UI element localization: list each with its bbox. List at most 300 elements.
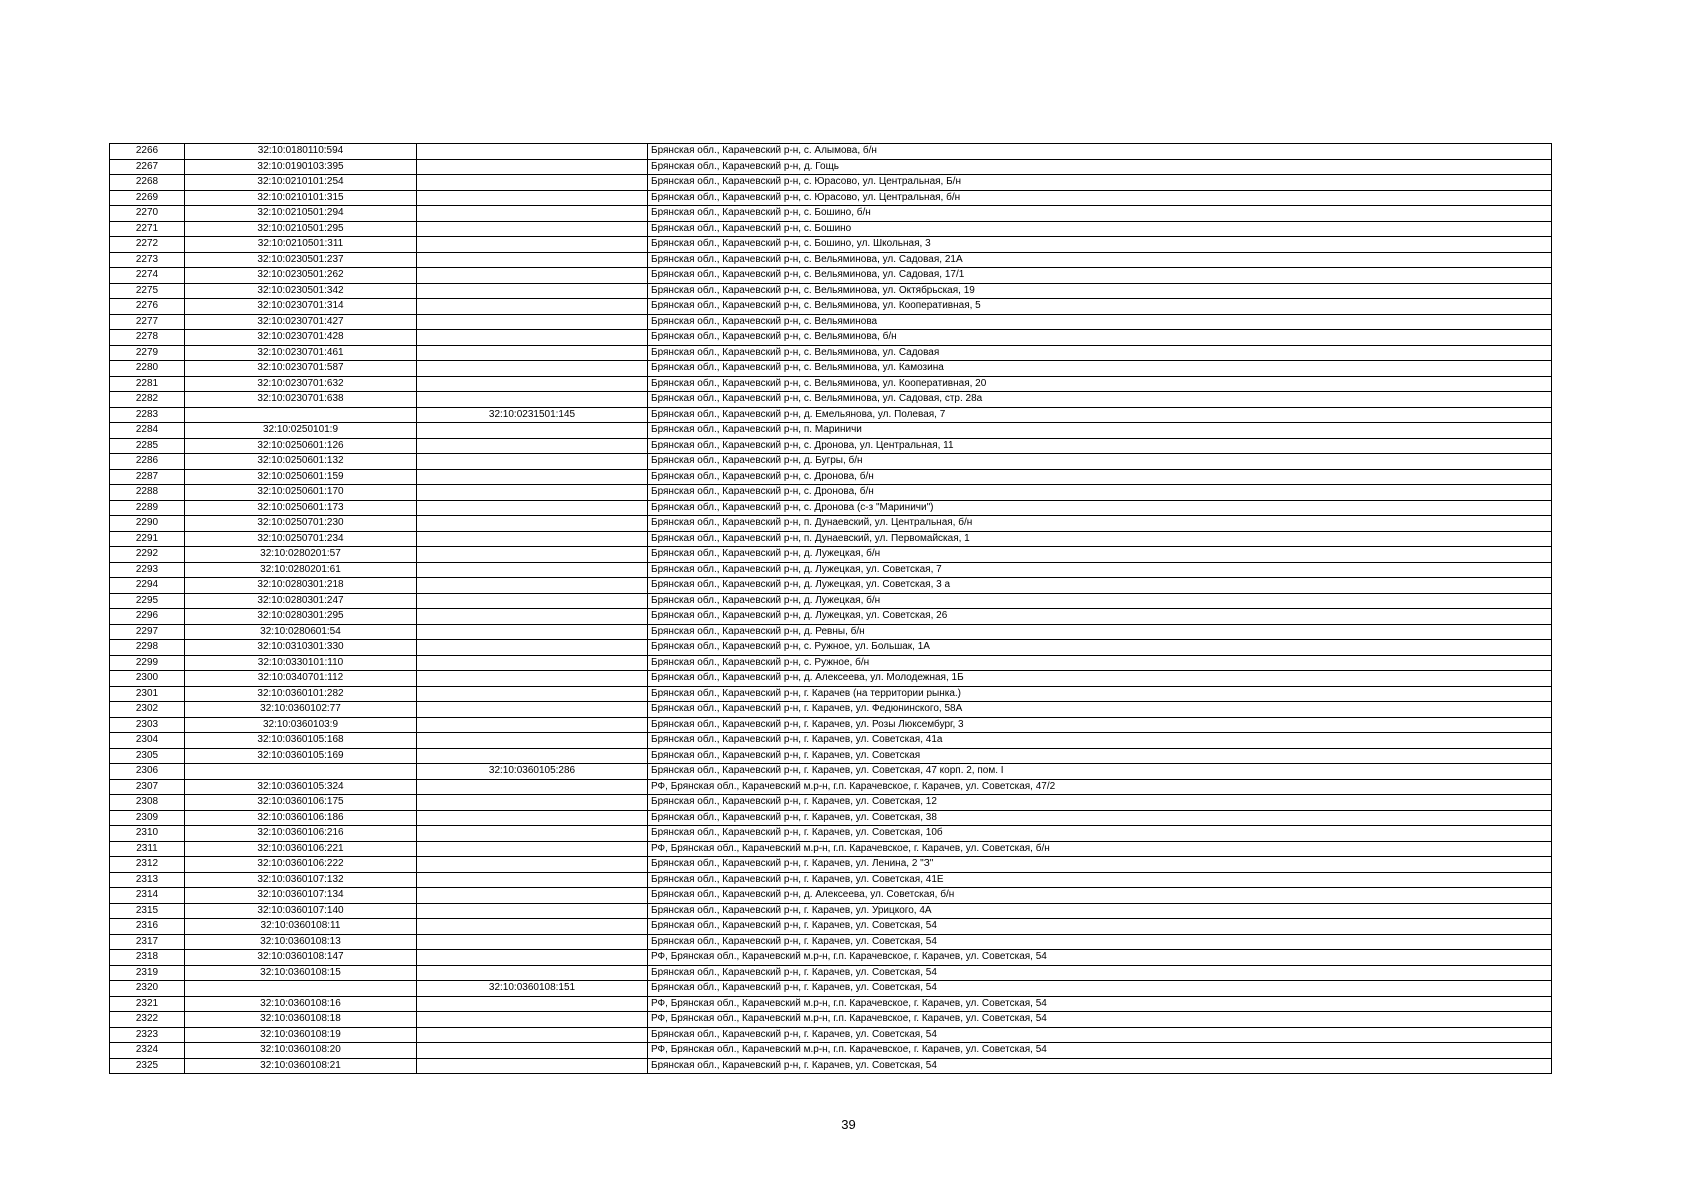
cadastral-number-cell: 32:10:0280201:57 bbox=[185, 547, 417, 563]
cadastral-number-cell bbox=[185, 981, 417, 997]
cadastral-number-extra-cell bbox=[417, 562, 648, 578]
cadastral-number-extra-cell bbox=[417, 950, 648, 966]
row-number-cell: 2322 bbox=[110, 1012, 185, 1028]
address-cell: Брянская обл., Карачевский р-н, с. Вельяминова, ул. Садовая, 21А bbox=[648, 252, 1552, 268]
cadastral-number-cell: 32:10:0360105:168 bbox=[185, 733, 417, 749]
table-row bbox=[110, 454, 1552, 470]
address-cell: Брянская обл., Карачевский р-н, г. Карачев, ул. Советская, 10б bbox=[648, 826, 1552, 842]
address-cell: Брянская обл., Карачевский р-н, с. Ружное, ул. Большак, 1А bbox=[648, 640, 1552, 656]
cadastral-number-cell bbox=[185, 407, 417, 423]
row-number-cell: 2275 bbox=[110, 283, 185, 299]
address-cell: Брянская обл., Карачевский р-н, д. Лужецкая, ул. Советская, 3 а bbox=[648, 578, 1552, 594]
table-row bbox=[110, 733, 1552, 749]
cadastral-number-extra-cell: 32:10:0360108:151 bbox=[417, 981, 648, 997]
cadastral-number-cell: 32:10:0230701:428 bbox=[185, 330, 417, 346]
row-number-cell: 2288 bbox=[110, 485, 185, 501]
address-cell: РФ, Брянская обл., Карачевский м.р-н, г.п. Карачевское, г. Карачев, ул. Советская, 54 bbox=[648, 950, 1552, 966]
address-cell: Брянская обл., Карачевский р-н, г. Карачев, ул. Федюнинского, 58А bbox=[648, 702, 1552, 718]
address-cell: Брянская обл., Карачевский р-н, с. Алымова, б/н bbox=[648, 144, 1552, 160]
address-cell: Брянская обл., Карачевский р-н, с. Вельяминова, б/н bbox=[648, 330, 1552, 346]
address-cell: Брянская обл., Карачевский р-н, д. Гощь bbox=[648, 159, 1552, 175]
cadastral-number-extra-cell bbox=[417, 965, 648, 981]
row-number-cell: 2320 bbox=[110, 981, 185, 997]
table-row bbox=[110, 810, 1552, 826]
table-row bbox=[110, 717, 1552, 733]
row-number-cell: 2269 bbox=[110, 190, 185, 206]
address-cell: РФ, Брянская обл., Карачевский м.р-н, г.п. Карачевское, г. Карачев, ул. Советская, 54 bbox=[648, 1012, 1552, 1028]
table-row bbox=[110, 609, 1552, 625]
cadastral-number-cell: 32:10:0360105:169 bbox=[185, 748, 417, 764]
address-cell: Брянская обл., Карачевский р-н, д. Алексеева, ул. Советская, б/н bbox=[648, 888, 1552, 904]
cadastral-number-cell: 32:10:0250601:173 bbox=[185, 500, 417, 516]
row-number-cell: 2298 bbox=[110, 640, 185, 656]
cadastral-number-cell: 32:10:0250601:170 bbox=[185, 485, 417, 501]
address-cell: РФ, Брянская обл., Карачевский м.р-н, г.п. Карачевское, г. Карачев, ул. Советская, 54 bbox=[648, 1043, 1552, 1059]
address-cell: Брянская обл., Карачевский р-н, с. Дронова (с-з "Мариничи") bbox=[648, 500, 1552, 516]
table-row bbox=[110, 686, 1552, 702]
cadastral-number-extra-cell: 32:10:0360105:286 bbox=[417, 764, 648, 780]
cadastral-number-extra-cell bbox=[417, 919, 648, 935]
cadastral-number-cell: 32:10:0250601:159 bbox=[185, 469, 417, 485]
table-row bbox=[110, 857, 1552, 873]
cadastral-number-extra-cell bbox=[417, 206, 648, 222]
cadastral-number-extra-cell bbox=[417, 190, 648, 206]
address-cell: Брянская обл., Карачевский р-н, д. Бугры, б/н bbox=[648, 454, 1552, 470]
address-cell: РФ, Брянская обл., Карачевский м.р-н, г.п. Карачевское, г. Карачев, ул. Советская, 54 bbox=[648, 996, 1552, 1012]
address-cell: Брянская обл., Карачевский р-н, г. Карачев, ул. Советская, 38 bbox=[648, 810, 1552, 826]
address-cell: Брянская обл., Карачевский р-н, п. Дунаевский, ул. Центральная, б/н bbox=[648, 516, 1552, 532]
cadastral-number-cell: 32:10:0330101:110 bbox=[185, 655, 417, 671]
cadastral-number-extra-cell bbox=[417, 454, 648, 470]
table-row bbox=[110, 283, 1552, 299]
row-number-cell: 2311 bbox=[110, 841, 185, 857]
row-number-cell: 2282 bbox=[110, 392, 185, 408]
address-cell: Брянская обл., Карачевский р-н, с. Вельяминова, ул. Садовая, 17/1 bbox=[648, 268, 1552, 284]
table-row bbox=[110, 919, 1552, 935]
cadastral-number-extra-cell bbox=[417, 376, 648, 392]
row-number-cell: 2308 bbox=[110, 795, 185, 811]
address-cell: Брянская обл., Карачевский р-н, д. Лужецкая, б/н bbox=[648, 593, 1552, 609]
cadastral-number-cell: 32:10:0360106:222 bbox=[185, 857, 417, 873]
row-number-cell: 2302 bbox=[110, 702, 185, 718]
cadastral-number-extra-cell bbox=[417, 252, 648, 268]
cadastral-number-cell: 32:10:0360106:221 bbox=[185, 841, 417, 857]
address-cell: Брянская обл., Карачевский р-н, с. Вельяминова, ул. Садовая bbox=[648, 345, 1552, 361]
cadastral-number-cell: 32:10:0310301:330 bbox=[185, 640, 417, 656]
cadastral-number-extra-cell bbox=[417, 841, 648, 857]
cadastral-number-extra-cell bbox=[417, 717, 648, 733]
row-number-cell: 2316 bbox=[110, 919, 185, 935]
cadastral-number-extra-cell bbox=[417, 485, 648, 501]
cadastral-number-extra-cell bbox=[417, 872, 648, 888]
row-number-cell: 2313 bbox=[110, 872, 185, 888]
row-number-cell: 2289 bbox=[110, 500, 185, 516]
cadastral-number-extra-cell bbox=[417, 795, 648, 811]
row-number-cell: 2309 bbox=[110, 810, 185, 826]
table-row bbox=[110, 175, 1552, 191]
table-row bbox=[110, 423, 1552, 439]
address-cell: Брянская обл., Карачевский р-н, с. Вельяминова, ул. Камозина bbox=[648, 361, 1552, 377]
cadastral-number-extra-cell bbox=[417, 268, 648, 284]
address-cell: Брянская обл., Карачевский р-н, г. Карачев, ул. Розы Люксембург, 3 bbox=[648, 717, 1552, 733]
table-row bbox=[110, 826, 1552, 842]
cadastral-number-cell: 32:10:0360108:21 bbox=[185, 1058, 417, 1074]
table-row bbox=[110, 624, 1552, 640]
cadastral-number-extra-cell: 32:10:0231501:145 bbox=[417, 407, 648, 423]
cadastral-number-extra-cell bbox=[417, 314, 648, 330]
row-number-cell: 2279 bbox=[110, 345, 185, 361]
table-row bbox=[110, 531, 1552, 547]
cadastral-number-cell: 32:10:0360107:134 bbox=[185, 888, 417, 904]
address-cell: Брянская обл., Карачевский р-н, г. Карачев, ул. Советская, 47 корп. 2, пом. I bbox=[648, 764, 1552, 780]
address-cell: Брянская обл., Карачевский р-н, д. Алексеева, ул. Молодежная, 1Б bbox=[648, 671, 1552, 687]
cadastral-number-extra-cell bbox=[417, 609, 648, 625]
address-cell: Брянская обл., Карачевский р-н, с. Вельяминова, ул. Кооперативная, 20 bbox=[648, 376, 1552, 392]
address-cell: Брянская обл., Карачевский р-н, г. Карачев, ул. Советская, 54 bbox=[648, 1027, 1552, 1043]
cadastral-number-cell: 32:10:0250601:126 bbox=[185, 438, 417, 454]
cadastral-number-extra-cell bbox=[417, 345, 648, 361]
address-cell: Брянская обл., Карачевский р-н, г. Карачев, ул. Урицкого, 4А bbox=[648, 903, 1552, 919]
cadastral-number-extra-cell bbox=[417, 593, 648, 609]
cadastral-number-cell: 32:10:0230501:262 bbox=[185, 268, 417, 284]
address-cell: Брянская обл., Карачевский р-н, г. Карачев, ул. Советская, 41а bbox=[648, 733, 1552, 749]
row-number-cell: 2304 bbox=[110, 733, 185, 749]
address-cell: Брянская обл., Карачевский р-н, с. Ружное, б/н bbox=[648, 655, 1552, 671]
table-row bbox=[110, 407, 1552, 423]
row-number-cell: 2299 bbox=[110, 655, 185, 671]
cadastral-number-extra-cell bbox=[417, 578, 648, 594]
row-number-cell: 2272 bbox=[110, 237, 185, 253]
cadastral-number-cell: 32:10:0280301:295 bbox=[185, 609, 417, 625]
row-number-cell: 2295 bbox=[110, 593, 185, 609]
table-row bbox=[110, 795, 1552, 811]
cadastral-number-cell: 32:10:0210101:315 bbox=[185, 190, 417, 206]
cadastral-number-extra-cell bbox=[417, 299, 648, 315]
cadastral-number-cell: 32:10:0180110:594 bbox=[185, 144, 417, 160]
cadastral-number-cell: 32:10:0360102:77 bbox=[185, 702, 417, 718]
cadastral-number-extra-cell bbox=[417, 655, 648, 671]
cadastral-number-cell: 32:10:0360108:19 bbox=[185, 1027, 417, 1043]
table-row bbox=[110, 903, 1552, 919]
row-number-cell: 2287 bbox=[110, 469, 185, 485]
row-number-cell: 2325 bbox=[110, 1058, 185, 1074]
cadastral-number-cell: 32:10:0210501:311 bbox=[185, 237, 417, 253]
table-row bbox=[110, 1012, 1552, 1028]
cadastral-number-extra-cell bbox=[417, 144, 648, 160]
table-row bbox=[110, 190, 1552, 206]
cadastral-number-cell: 32:10:0210501:295 bbox=[185, 221, 417, 237]
cadastral-number-cell bbox=[185, 764, 417, 780]
row-number-cell: 2281 bbox=[110, 376, 185, 392]
row-number-cell: 2291 bbox=[110, 531, 185, 547]
cadastral-number-cell: 32:10:0250701:234 bbox=[185, 531, 417, 547]
cadastral-number-extra-cell bbox=[417, 640, 648, 656]
row-number-cell: 2317 bbox=[110, 934, 185, 950]
address-cell: Брянская обл., Карачевский р-н, д. Лужецкая, ул. Советская, 7 bbox=[648, 562, 1552, 578]
cadastral-number-cell: 32:10:0190103:395 bbox=[185, 159, 417, 175]
cadastral-number-extra-cell bbox=[417, 624, 648, 640]
cadastral-number-extra-cell bbox=[417, 547, 648, 563]
cadastral-number-cell: 32:10:0230701:314 bbox=[185, 299, 417, 315]
cadastral-number-extra-cell bbox=[417, 392, 648, 408]
table-row bbox=[110, 392, 1552, 408]
table-row bbox=[110, 314, 1552, 330]
address-cell: Брянская обл., Карачевский р-н, г. Карачев, ул. Ленина, 2 "З" bbox=[648, 857, 1552, 873]
cadastral-number-cell: 32:10:0230701:427 bbox=[185, 314, 417, 330]
cadastral-number-cell: 32:10:0230701:587 bbox=[185, 361, 417, 377]
cadastral-number-cell: 32:10:0280301:247 bbox=[185, 593, 417, 609]
cadastral-number-cell: 32:10:0230701:461 bbox=[185, 345, 417, 361]
cadastral-number-extra-cell bbox=[417, 1012, 648, 1028]
address-cell: Брянская обл., Карачевский р-н, с. Дронова, ул. Центральная, 11 bbox=[648, 438, 1552, 454]
cadastral-number-extra-cell bbox=[417, 516, 648, 532]
table-row bbox=[110, 268, 1552, 284]
cadastral-number-cell: 32:10:0280301:218 bbox=[185, 578, 417, 594]
table-row bbox=[110, 376, 1552, 392]
row-number-cell: 2324 bbox=[110, 1043, 185, 1059]
address-cell: Брянская обл., Карачевский р-н, г. Карачев (на территории рынка.) bbox=[648, 686, 1552, 702]
address-cell: Брянская обл., Карачевский р-н, г. Карачев, ул. Советская, 54 bbox=[648, 1058, 1552, 1074]
cadastral-number-extra-cell bbox=[417, 237, 648, 253]
cadastral-number-cell: 32:10:0250101:9 bbox=[185, 423, 417, 439]
cadastral-number-extra-cell bbox=[417, 175, 648, 191]
table-row bbox=[110, 1058, 1552, 1074]
table-row bbox=[110, 206, 1552, 222]
row-number-cell: 2270 bbox=[110, 206, 185, 222]
cadastral-number-extra-cell bbox=[417, 330, 648, 346]
row-number-cell: 2271 bbox=[110, 221, 185, 237]
cadastral-number-extra-cell bbox=[417, 1058, 648, 1074]
table-row bbox=[110, 702, 1552, 718]
cadastral-number-cell: 32:10:0360106:186 bbox=[185, 810, 417, 826]
cadastral-number-extra-cell bbox=[417, 748, 648, 764]
table-row bbox=[110, 500, 1552, 516]
address-cell: Брянская обл., Карачевский р-н, д. Лужецкая, ул. Советская, 26 bbox=[648, 609, 1552, 625]
row-number-cell: 2297 bbox=[110, 624, 185, 640]
row-number-cell: 2305 bbox=[110, 748, 185, 764]
cadastral-number-cell: 32:10:0360108:16 bbox=[185, 996, 417, 1012]
property-registry-table bbox=[109, 143, 1552, 1074]
cadastral-number-cell: 32:10:0210501:294 bbox=[185, 206, 417, 222]
cadastral-number-extra-cell bbox=[417, 779, 648, 795]
table-row bbox=[110, 655, 1552, 671]
address-cell: Брянская обл., Карачевский р-н, д. Емельянова, ул. Полевая, 7 bbox=[648, 407, 1552, 423]
registry-table-body bbox=[110, 144, 1552, 1074]
row-number-cell: 2300 bbox=[110, 671, 185, 687]
table-row bbox=[110, 485, 1552, 501]
address-cell: Брянская обл., Карачевский р-н, с. Вельяминова bbox=[648, 314, 1552, 330]
cadastral-number-extra-cell bbox=[417, 686, 648, 702]
cadastral-number-extra-cell bbox=[417, 438, 648, 454]
row-number-cell: 2323 bbox=[110, 1027, 185, 1043]
row-number-cell: 2301 bbox=[110, 686, 185, 702]
table-row bbox=[110, 872, 1552, 888]
row-number-cell: 2312 bbox=[110, 857, 185, 873]
cadastral-number-cell: 32:10:0360108:20 bbox=[185, 1043, 417, 1059]
cadastral-number-extra-cell bbox=[417, 531, 648, 547]
row-number-cell: 2321 bbox=[110, 996, 185, 1012]
cadastral-number-cell: 32:10:0360107:132 bbox=[185, 872, 417, 888]
cadastral-number-extra-cell bbox=[417, 934, 648, 950]
table-row bbox=[110, 1027, 1552, 1043]
row-number-cell: 2284 bbox=[110, 423, 185, 439]
cadastral-number-extra-cell bbox=[417, 221, 648, 237]
table-row bbox=[110, 330, 1552, 346]
cadastral-number-extra-cell bbox=[417, 810, 648, 826]
row-number-cell: 2285 bbox=[110, 438, 185, 454]
table-row bbox=[110, 888, 1552, 904]
address-cell: Брянская обл., Карачевский р-н, с. Юрасово, ул. Центральная, б/н bbox=[648, 190, 1552, 206]
row-number-cell: 2283 bbox=[110, 407, 185, 423]
table-row bbox=[110, 299, 1552, 315]
row-number-cell: 2267 bbox=[110, 159, 185, 175]
address-cell: Брянская обл., Карачевский р-н, г. Карачев, ул. Советская, 54 bbox=[648, 919, 1552, 935]
table-row bbox=[110, 237, 1552, 253]
address-cell: Брянская обл., Карачевский р-н, с. Бошино bbox=[648, 221, 1552, 237]
address-cell: Брянская обл., Карачевский р-н, с. Вельяминова, ул. Октябрьская, 19 bbox=[648, 283, 1552, 299]
cadastral-number-cell: 32:10:0360108:11 bbox=[185, 919, 417, 935]
table-row bbox=[110, 159, 1552, 175]
address-cell: Брянская обл., Карачевский р-н, с. Юрасово, ул. Центральная, Б/н bbox=[648, 175, 1552, 191]
row-number-cell: 2314 bbox=[110, 888, 185, 904]
row-number-cell: 2278 bbox=[110, 330, 185, 346]
address-cell: Брянская обл., Карачевский р-н, д. Ревны, б/н bbox=[648, 624, 1552, 640]
cadastral-number-cell: 32:10:0360105:324 bbox=[185, 779, 417, 795]
address-cell: Брянская обл., Карачевский р-н, г. Карачев, ул. Советская bbox=[648, 748, 1552, 764]
table-row bbox=[110, 144, 1552, 160]
table-row bbox=[110, 934, 1552, 950]
cadastral-number-cell: 32:10:0360106:175 bbox=[185, 795, 417, 811]
table-row bbox=[110, 547, 1552, 563]
row-number-cell: 2303 bbox=[110, 717, 185, 733]
row-number-cell: 2273 bbox=[110, 252, 185, 268]
row-number-cell: 2277 bbox=[110, 314, 185, 330]
address-cell: Брянская обл., Карачевский р-н, п. Мариничи bbox=[648, 423, 1552, 439]
address-cell: Брянская обл., Карачевский р-н, с. Дронова, б/н bbox=[648, 485, 1552, 501]
row-number-cell: 2280 bbox=[110, 361, 185, 377]
table-row bbox=[110, 1043, 1552, 1059]
cadastral-number-extra-cell bbox=[417, 888, 648, 904]
table-row bbox=[110, 981, 1552, 997]
row-number-cell: 2293 bbox=[110, 562, 185, 578]
table-row bbox=[110, 950, 1552, 966]
cadastral-number-extra-cell bbox=[417, 733, 648, 749]
cadastral-number-extra-cell bbox=[417, 996, 648, 1012]
address-cell: Брянская обл., Карачевский р-н, г. Карачев, ул. Советская, 54 bbox=[648, 965, 1552, 981]
cadastral-number-extra-cell bbox=[417, 671, 648, 687]
row-number-cell: 2290 bbox=[110, 516, 185, 532]
cadastral-number-cell: 32:10:0360107:140 bbox=[185, 903, 417, 919]
address-cell: Брянская обл., Карачевский р-н, с. Дронова, б/н bbox=[648, 469, 1552, 485]
table-row bbox=[110, 748, 1552, 764]
row-number-cell: 2315 bbox=[110, 903, 185, 919]
cadastral-number-extra-cell bbox=[417, 826, 648, 842]
table-row bbox=[110, 841, 1552, 857]
row-number-cell: 2310 bbox=[110, 826, 185, 842]
row-number-cell: 2296 bbox=[110, 609, 185, 625]
cadastral-number-extra-cell bbox=[417, 500, 648, 516]
cadastral-number-extra-cell bbox=[417, 702, 648, 718]
table-row bbox=[110, 996, 1552, 1012]
cadastral-number-cell: 32:10:0250701:230 bbox=[185, 516, 417, 532]
cadastral-number-cell: 32:10:0360108:15 bbox=[185, 965, 417, 981]
cadastral-number-extra-cell bbox=[417, 361, 648, 377]
cadastral-number-cell: 32:10:0250601:132 bbox=[185, 454, 417, 470]
cadastral-number-extra-cell bbox=[417, 159, 648, 175]
cadastral-number-cell: 32:10:0360108:147 bbox=[185, 950, 417, 966]
page-number: 39 bbox=[841, 1117, 856, 1132]
cadastral-number-cell: 32:10:0360108:13 bbox=[185, 934, 417, 950]
cadastral-number-extra-cell bbox=[417, 423, 648, 439]
address-cell: Брянская обл., Карачевский р-н, с. Вельяминова, ул. Кооперативная, 5 bbox=[648, 299, 1552, 315]
table-row bbox=[110, 516, 1552, 532]
cadastral-number-cell: 32:10:0280601:54 bbox=[185, 624, 417, 640]
row-number-cell: 2319 bbox=[110, 965, 185, 981]
row-number-cell: 2274 bbox=[110, 268, 185, 284]
table-row bbox=[110, 252, 1552, 268]
cadastral-number-extra-cell bbox=[417, 469, 648, 485]
address-cell: Брянская обл., Карачевский р-н, г. Карачев, ул. Советская, 54 bbox=[648, 981, 1552, 997]
cadastral-number-cell: 32:10:0230701:638 bbox=[185, 392, 417, 408]
table-row bbox=[110, 640, 1552, 656]
table-row bbox=[110, 965, 1552, 981]
row-number-cell: 2294 bbox=[110, 578, 185, 594]
cadastral-number-cell: 32:10:0230501:342 bbox=[185, 283, 417, 299]
table-row bbox=[110, 469, 1552, 485]
row-number-cell: 2276 bbox=[110, 299, 185, 315]
address-cell: РФ, Брянская обл., Карачевский м.р-н, г.п. Карачевское, г. Карачев, ул. Советская, б/н bbox=[648, 841, 1552, 857]
cadastral-number-cell: 32:10:0210101:254 bbox=[185, 175, 417, 191]
address-cell: Брянская обл., Карачевский р-н, д. Лужецкая, б/н bbox=[648, 547, 1552, 563]
row-number-cell: 2266 bbox=[110, 144, 185, 160]
table-row bbox=[110, 438, 1552, 454]
cadastral-number-extra-cell bbox=[417, 1027, 648, 1043]
row-number-cell: 2292 bbox=[110, 547, 185, 563]
address-cell: Брянская обл., Карачевский р-н, с. Бошино, б/н bbox=[648, 206, 1552, 222]
row-number-cell: 2307 bbox=[110, 779, 185, 795]
table-row bbox=[110, 345, 1552, 361]
cadastral-number-extra-cell bbox=[417, 1043, 648, 1059]
cadastral-number-cell: 32:10:0360101:282 bbox=[185, 686, 417, 702]
cadastral-number-cell: 32:10:0340701:112 bbox=[185, 671, 417, 687]
row-number-cell: 2268 bbox=[110, 175, 185, 191]
row-number-cell: 2318 bbox=[110, 950, 185, 966]
address-cell: Брянская обл., Карачевский р-н, г. Карачев, ул. Советская, 41Е bbox=[648, 872, 1552, 888]
table-row bbox=[110, 779, 1552, 795]
address-cell: Брянская обл., Карачевский р-н, с. Бошино, ул. Школьная, 3 bbox=[648, 237, 1552, 253]
cadastral-number-cell: 32:10:0360103:9 bbox=[185, 717, 417, 733]
cadastral-number-cell: 32:10:0360108:18 bbox=[185, 1012, 417, 1028]
cadastral-number-cell: 32:10:0230701:632 bbox=[185, 376, 417, 392]
cadastral-number-cell: 32:10:0360106:216 bbox=[185, 826, 417, 842]
cadastral-number-cell: 32:10:0280201:61 bbox=[185, 562, 417, 578]
address-cell: Брянская обл., Карачевский р-н, с. Вельяминова, ул. Садовая, стр. 28а bbox=[648, 392, 1552, 408]
table-row bbox=[110, 764, 1552, 780]
row-number-cell: 2286 bbox=[110, 454, 185, 470]
cadastral-number-extra-cell bbox=[417, 903, 648, 919]
cadastral-number-cell: 32:10:0230501:237 bbox=[185, 252, 417, 268]
address-cell: Брянская обл., Карачевский р-н, г. Карачев, ул. Советская, 12 bbox=[648, 795, 1552, 811]
row-number-cell: 2306 bbox=[110, 764, 185, 780]
address-cell: РФ, Брянская обл., Карачевский м.р-н, г.п. Карачевское, г. Карачев, ул. Советская, 47/2 bbox=[648, 779, 1552, 795]
table-row bbox=[110, 221, 1552, 237]
table-row bbox=[110, 562, 1552, 578]
address-cell: Брянская обл., Карачевский р-н, п. Дунаевский, ул. Первомайская, 1 bbox=[648, 531, 1552, 547]
address-cell: Брянская обл., Карачевский р-н, г. Карачев, ул. Советская, 54 bbox=[648, 934, 1552, 950]
table-row bbox=[110, 593, 1552, 609]
table-row bbox=[110, 671, 1552, 687]
cadastral-number-extra-cell bbox=[417, 857, 648, 873]
